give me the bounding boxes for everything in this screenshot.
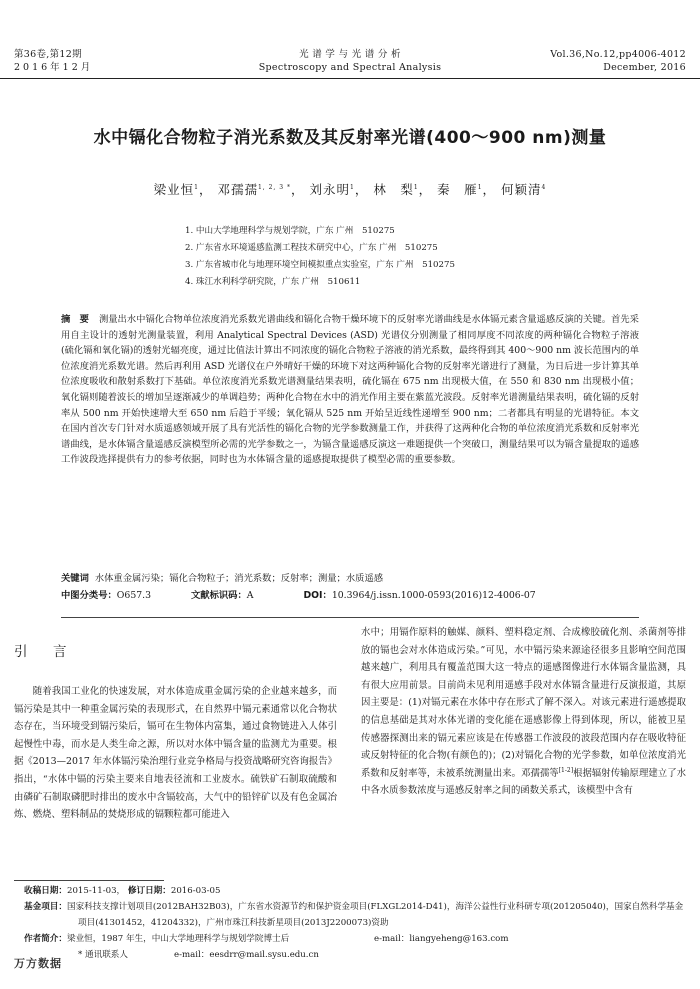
funding: 基金项目：国家科技支撑计划项目(2012BAH32B03)，广东省水资源节约和保护资金项目(FLXGL2014-D41)，海洋公益性行业科研专项(201205040)，国家自然科学基金项目(41301452，41204332)，广州市珠江科技新星项目(2013J2200073)资助: [24, 902, 684, 928]
classification-line: 中图分类号：O657.3 文献标识码：A DOI：10.3964/j.issn.1000-0593(2016)12-4006-07: [61, 590, 536, 601]
affiliation-2: 2. 广东省水环境遥感监测工程技术研究中心，广东 广州 510275: [185, 243, 438, 253]
affiliation-1: 1. 中山大学地理科学与规划学院，广东 广州 510275: [185, 226, 395, 236]
section-heading: 引 言: [14, 644, 73, 660]
footnotes: [14, 883, 686, 963]
affiliation-3: 3. 广东省城市化与地理环境空间模拟重点实验室，广东 广州 510275: [185, 260, 455, 270]
doi: 10.3964/j.issn.1000-0593(2016)12-4006-07: [331, 590, 536, 601]
author-name: 刘永明: [309, 182, 350, 197]
corresponding-author: * 通讯联系人 e-mail：eesdrr@mail.sysu.edu.cn: [78, 950, 319, 960]
author-list: 梁业恒$^1$， 邓孺孺$^{1, 2, 3 *}$， 刘永明$^1$， 林 梨$^1$， 秦 雁$^1$， 何颖清$^4$: [153, 182, 547, 197]
abstract-label: 摘 要: [61, 314, 89, 325]
author-name: 何颖清: [501, 182, 542, 197]
abstract-rule: [61, 617, 639, 618]
footnote-rule: [14, 880, 164, 881]
author-name: 林 梨: [373, 182, 414, 197]
journal-name: 光 谱 学 与 光 谱 分 析 Spectroscopy and Spectral Analysis: [258, 49, 442, 73]
abstract: [61, 312, 639, 468]
author-name: 梁业恒: [153, 182, 195, 197]
header-rule: [0, 78, 700, 79]
received-date: 收稿日期：2015-11-03， 修订日期：2016-03-05: [24, 886, 221, 896]
intro-paragraph-continued: 水中；用镉作原料的触媒、颜料、塑料稳定剂、合成橡胶硫化剂、杀菌剂等排放的镉也会对水体造成污染。”可见，水中镉污染来源途径很多且影响空间范围越来越广，利用具有覆盖范围大这一特点的遥感图像进行水体镉含量监测，具有很大应用前景。目前尚未见利用遥感手段对水体镉含量进行反演报道，其原因主要是：(1)对镉元素在水体中存在形式了解不深入。对该元素进行遥感提取的信息基础是其对水体光谱的变化能在遥感影像上得到体现，所以，能被卫星传感器探测出来的镉元素应该是在传感器工作波段的波段范围内存在吸收特征或反射特征的化合物(有颜色的)；(2)对镉化合物的光学参数，如单位浓度消光系数和反射率等，未被系统测量出来。邓孺孺等[1-2]根据辐射传输原理建立了水中各水质参数浓度与遥感反射率之间的函数关系式，该模型中含有: [361, 627, 686, 797]
author-name: 邓孺孺: [217, 182, 258, 197]
author-name: 秦 雁: [437, 182, 478, 197]
journal-citation: Vol.36,No.12,pp4006-4012 December, 2016: [550, 49, 686, 73]
right-column: [361, 624, 686, 800]
journal-volume-issue: 第36卷,第12期 2016年12月: [14, 49, 94, 73]
keywords: 关键词 水体重金属污染；镉化合物粒子；消光系数；反射率；测量；水质遥感: [61, 573, 384, 584]
citation: [1-2]: [558, 766, 574, 774]
intro-paragraph: 随着我国工业化的快速发展，对水体造成重金属污染的企业越来越多，而镉污染是其中一种重金属污染的表现形式，在自然界中镉元素通常以化合物状态存在，当环境受到镉污染后，镉可在生物体内富集，通过食物链进入人体引起慢性中毒，而水是人类生命之源，所以对水体中镉含量的监测尤为重要。根据《2013—2017 年水体镉污染治理行业竞争格局与投资战略研究咨询报告》指出，“水体中镉的污染主要来自地表径流和工业废水。硫铁矿石制取硫酸和由磷矿石制取磷肥时排出的废水中含镉较高，大气中的铅锌矿以及有色金属冶炼、燃烧、塑料制品的焚烧形成的镉颗粒都可能进入: [14, 686, 337, 821]
wanfang-logo: 万方数据: [14, 957, 62, 970]
affiliation-4: 4. 珠江水利科学研究院，广东 广州 510611: [185, 277, 361, 287]
author-bio: 作者简介：梁业恒，1987 年生，中山大学地理科学与规划学院博士后 e-mail：liangyeheng@163.com: [24, 934, 509, 944]
left-column: [14, 683, 337, 824]
abstract-text: 测量出水中镉化合物单位浓度消光系数光谱曲线和镉化合物干燥环境下的反射率光谱曲线是水体镉元素含量遥感反演的关键。首先采用自主设计的透射光测量装置，利用 Analytical Spectral Devices (ASD) 光谱仪分别测量了相同厚度不同浓度的两种镉化合物粒子溶液(硫化镉和氧化镉)的透射光辐亮度，通过比值法计算出不同浓度的镉化合物粒子溶液的消光系数，最终得到其 400～900 nm 波长范围内的单位浓度消光系数光谱。然后再利用 ASD 光谱仪在户外晴好干燥的环境下对这两种镉化合物的反射率光谱进行了测量，为日后进一步计算其单位浓度吸收和散射系数打下基础。单位浓度消光系数光谱测量结果表明，硫化镉在 675 nm 出现极大值，在 550 和 830 nm 出现极小值；氧化镉则随着波长的增加呈逐渐减少的单调趋势；两种化合物在水中的消光作用主要在紫蓝光波段。反射率光谱测量结果表明，硫化镉的反射率从 500 nm 开始快速增大至 650 nm 后趋于平缓；氧化镉从 525 nm 开始呈近线性递增至 900 nm；二者都具有明显的光谱特征。本文在国内首次专门针对水质遥感领域开展了具有光活性的镉化合物的光学参数测量工作，并获得了这两种化合物的单位浓度消光系数和反射率光谱曲线，是水体镉含量遥感反演模型所必需的光学参数之一，为镉含量遥感反演这一难题提供一个突破口，测量结果可以为镉含量提取的遥感工作波段选择提供有力的参考依据，同时也为水体镉含量的遥感提取提供了模型必需的重要参数。: [61, 314, 639, 466]
paper-title: 水中镉化合物粒子消光系数及其反射率光谱(400～900 nm)测量: [93, 128, 607, 148]
